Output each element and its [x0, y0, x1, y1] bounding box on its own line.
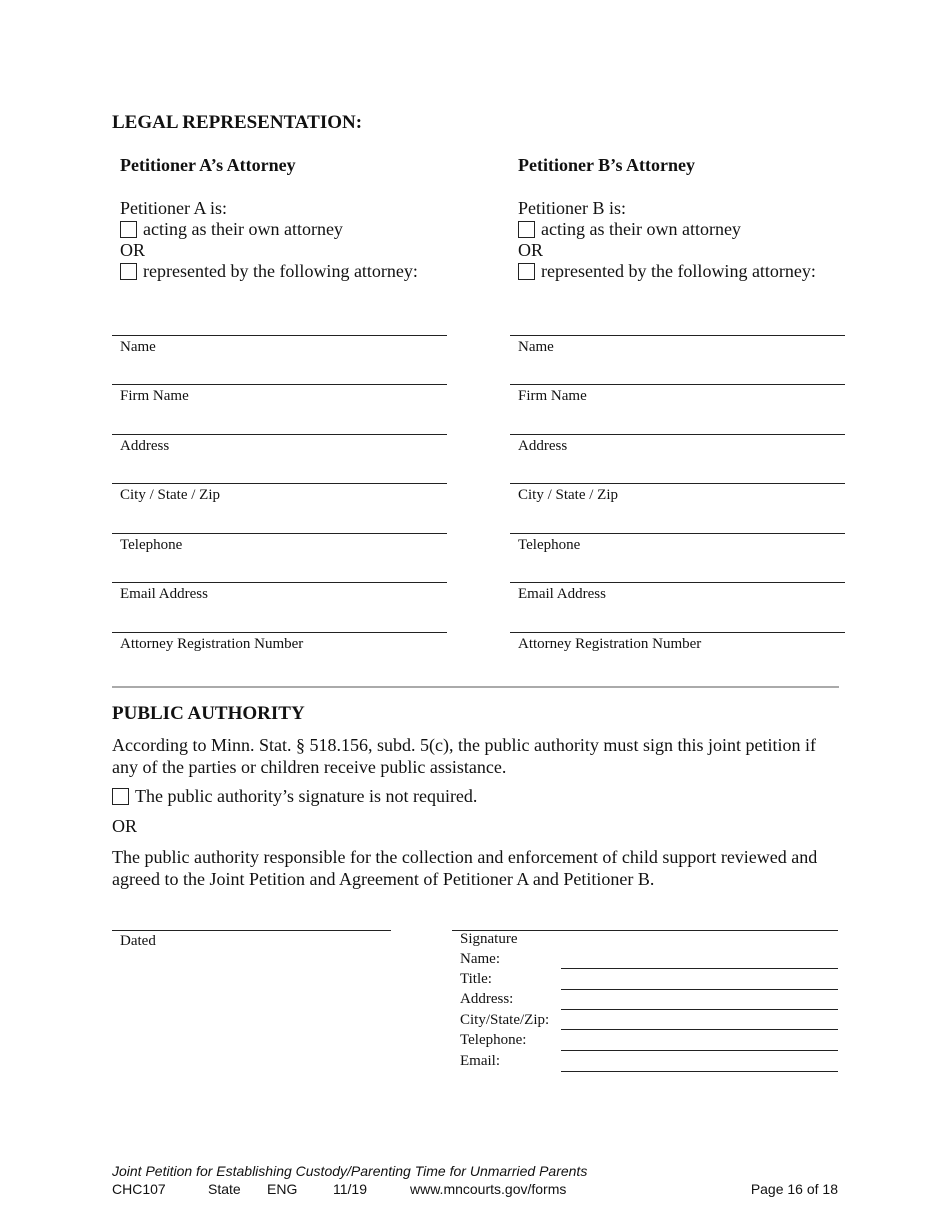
petitioner-a-is-label: Petitioner A is:	[120, 198, 228, 218]
field-label: Firm Name	[518, 388, 587, 404]
field-label: Attorney Registration Number	[120, 636, 304, 652]
legal-representation-heading: LEGAL REPRESENTATION:	[112, 112, 363, 133]
section-divider	[112, 686, 839, 688]
public-authority-or-label: OR	[112, 816, 138, 836]
footer-form-code: CHC107	[112, 1181, 166, 1197]
petitioner-a-email-field[interactable]	[112, 582, 447, 603]
petitioner-a-represented-option[interactable]	[120, 261, 418, 282]
petitioner-b-represented-option[interactable]	[518, 261, 816, 282]
petitioner-a-attorney-title: Petitioner A’s Attorney	[120, 155, 296, 175]
sig-address-line[interactable]	[561, 1009, 838, 1010]
petitioner-a-or-label: OR	[120, 240, 146, 260]
checkbox-icon[interactable]	[518, 263, 535, 280]
footer-language: ENG	[267, 1181, 298, 1197]
signature-not-required-option[interactable]	[112, 786, 477, 807]
petitioner-a-own-attorney-option[interactable]	[120, 219, 343, 240]
public-authority-agreement-paragraph: The public authority responsible for the collection and enforcement of child support reviewed and agreed to the Joint Petition and Agreement of Petitioner A and Petitioner B.	[112, 847, 818, 889]
petitioner-a-telephone-field[interactable]	[112, 533, 447, 554]
petitioner-b-is-label: Petitioner B is:	[518, 198, 626, 218]
field-label: City / State / Zip	[518, 487, 618, 503]
petitioner-a-represented-label: represented by the following attorney:	[143, 261, 418, 281]
field-label: Attorney Registration Number	[518, 636, 702, 652]
petitioner-b-or-label: OR	[518, 240, 544, 260]
petitioner-b-own-attorney-label: acting as their own attorney	[541, 219, 741, 239]
sig-city-state-zip-line[interactable]	[561, 1029, 838, 1030]
footer-form-title: Joint Petition for Establishing Custody/Parenting Time for Unmarried Parents	[112, 1163, 588, 1179]
field-label: Email Address	[518, 586, 606, 602]
sig-name-label: Name:	[460, 951, 500, 967]
checkbox-icon[interactable]	[518, 221, 535, 238]
petitioner-a-firm-name-field[interactable]	[112, 384, 447, 405]
sig-address-label: Address:	[460, 991, 514, 1007]
sig-title-line[interactable]	[561, 989, 838, 990]
public-authority-paragraph: According to Minn. Stat. § 518.156, subd. 5(c), the public authority must sign this joint petition if any of the parties or children receive public assistance.	[112, 735, 816, 777]
petitioner-a-registration-number-field[interactable]	[112, 632, 447, 653]
public-authority-heading: PUBLIC AUTHORITY	[112, 703, 305, 724]
sig-email-line[interactable]	[561, 1071, 838, 1072]
petitioner-b-email-field[interactable]	[510, 582, 845, 603]
petitioner-a-name-field[interactable]	[112, 335, 447, 356]
petitioner-b-attorney-title: Petitioner B’s Attorney	[518, 155, 695, 175]
signature-label: Signature	[460, 931, 518, 947]
petitioner-b-own-attorney-option[interactable]	[518, 219, 741, 240]
checkbox-icon[interactable]	[120, 221, 137, 238]
petitioner-b-telephone-field[interactable]	[510, 533, 845, 554]
sig-name-line[interactable]	[561, 968, 838, 969]
footer-state: State	[208, 1181, 241, 1197]
field-label: Address	[120, 438, 170, 454]
field-label: Address	[518, 438, 568, 454]
petitioner-b-registration-number-field[interactable]	[510, 632, 845, 653]
petitioner-b-name-field[interactable]	[510, 335, 845, 356]
sig-title-label: Title:	[460, 971, 492, 987]
petitioner-b-firm-name-field[interactable]	[510, 384, 845, 405]
checkbox-icon[interactable]	[112, 788, 129, 805]
petitioner-a-city-state-zip-field[interactable]	[112, 483, 447, 504]
field-label: Telephone	[518, 537, 581, 553]
field-label: Name	[518, 339, 554, 355]
petitioner-a-address-field[interactable]	[112, 434, 447, 455]
petitioner-b-city-state-zip-field[interactable]	[510, 483, 845, 504]
signature-not-required-label: The public authority’s signature is not required.	[135, 786, 478, 806]
checkbox-icon[interactable]	[120, 263, 137, 280]
sig-city-state-zip-label: City/State/Zip:	[460, 1012, 550, 1028]
sig-email-label: Email:	[460, 1053, 500, 1069]
field-label: Telephone	[120, 537, 183, 553]
petitioner-a-own-attorney-label: acting as their own attorney	[143, 219, 343, 239]
footer-page-number: Page 16 of 18	[750, 1181, 838, 1197]
footer-url[interactable]: www.mncourts.gov/forms	[410, 1181, 567, 1197]
field-label: Email Address	[120, 586, 208, 602]
sig-telephone-label: Telephone:	[460, 1032, 527, 1048]
petitioner-b-represented-label: represented by the following attorney:	[541, 261, 816, 281]
footer-date: 11/19	[333, 1181, 367, 1197]
dated-label: Dated	[120, 933, 156, 949]
petitioner-b-address-field[interactable]	[510, 434, 845, 455]
dated-field[interactable]	[112, 930, 391, 950]
field-label: Name	[120, 339, 156, 355]
field-label: Firm Name	[120, 388, 189, 404]
sig-telephone-line[interactable]	[561, 1050, 838, 1051]
field-label: City / State / Zip	[120, 487, 220, 503]
